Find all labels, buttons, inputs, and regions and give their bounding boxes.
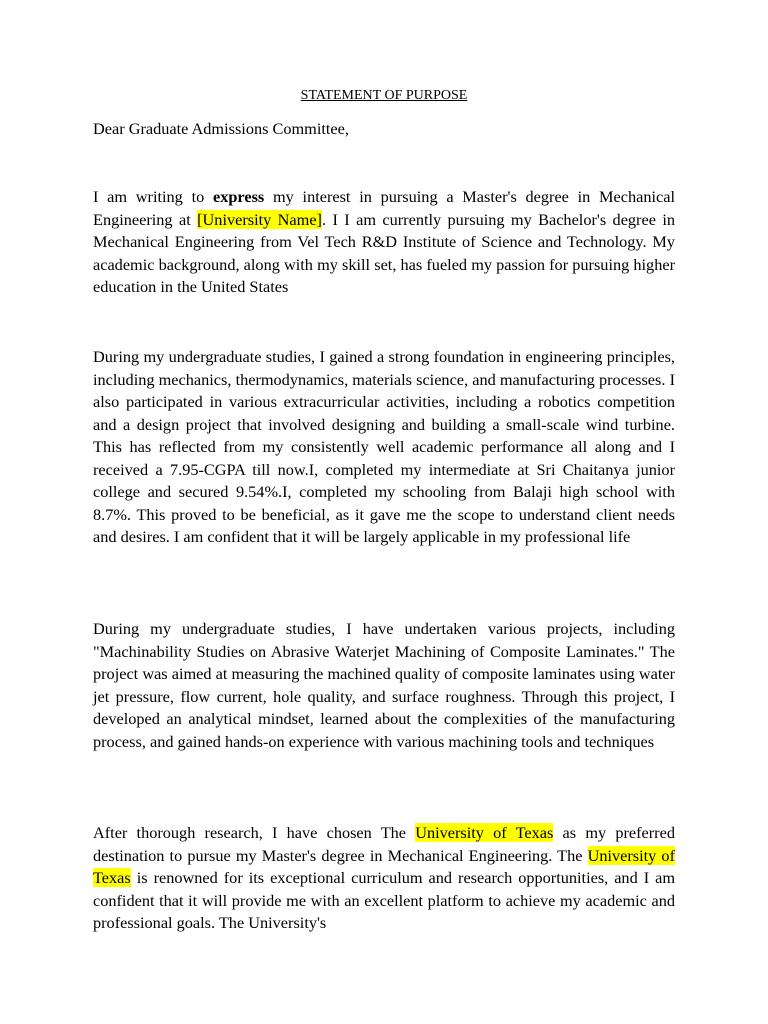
university-name-placeholder: [University Name] xyxy=(197,209,322,229)
paragraph-university-choice xyxy=(93,822,675,935)
intro-text-start: I am writing to xyxy=(93,187,213,206)
salutation: Dear Graduate Admissions Committee, xyxy=(93,119,349,138)
choice-text-start: After thorough research, I have chosen The xyxy=(93,823,416,842)
intro-text-middle: my interest in pursuing a Master's degree in Mechanical Engineering at xyxy=(93,187,675,229)
intro-text-end: . I I am currently pursuing my Bachelor's degree in Mechanical Engineering from Vel Tech R&D Institute of Science and Technology. My academic background, along with my skill set, has fueled my passion for pursuing higher education in the United States xyxy=(93,209,675,296)
paragraph-academics: During my undergraduate studies, I gained a strong foundation in engineering principles, including mechanics, thermodynamics, materials science, and manufacturing processes. I also participated in various extracurricular activities, including a robotics competition and a design project that involved designing and building a small-scale wind turbine. This has reflected from my consistently well academic performance all along and I received a 7.95-CGPA till now.I, completed my intermediate at Sri Chaitanya junior college and secured 9.54%.I, completed my schooling from Balaji high school with 8.7%. This proved to be beneficial, as it gave me the scope to understand client needs and desires. I am confident that it will be largely applicable in my professional life xyxy=(93,347,675,546)
document-title: STATEMENT OF PURPOSE xyxy=(300,88,468,103)
paragraph-projects: During my undergraduate studies, I have undertaken various projects, including "Machinability Studies on Abrasive Waterjet Machining of Composite Laminates." The project was aimed at measuring the machined quality of composite laminates using water jet pressure, flow current, hole quality, and surface roughness. Through this project, I developed an analytical mindset, learned about the complexities of the manufacturing process, and gained hands-on experience with various machining tools and techniques xyxy=(93,619,675,751)
choice-text-end: is renowned for its exceptional curriculum and research opportunities, and I am confident that it will provide me with an excellent platform to achieve my academic and professional goals. The University's xyxy=(93,868,675,932)
choice-text-middle: as my preferred destination to pursue my Master's degree in Mechanical Engineering. The xyxy=(93,823,675,865)
paragraph-intro xyxy=(93,186,675,299)
university-highlight-2: University of Texas xyxy=(93,845,675,887)
emphasized-word: express xyxy=(212,187,265,206)
university-highlight-1: University of Texas xyxy=(415,823,554,842)
